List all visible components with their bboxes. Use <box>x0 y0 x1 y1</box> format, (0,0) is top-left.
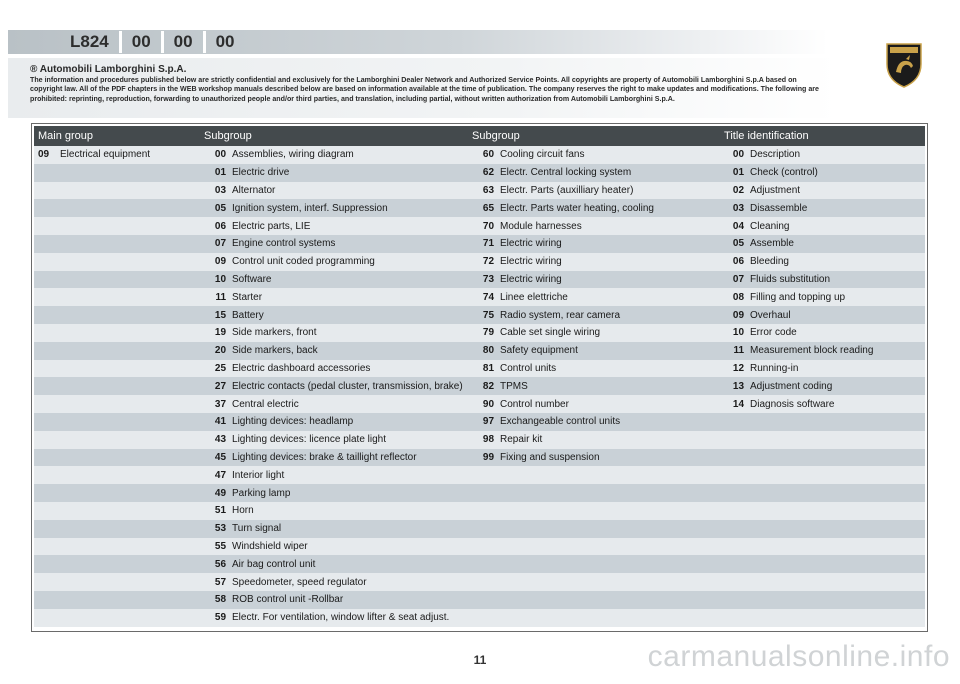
title-label <box>750 466 925 484</box>
subgroup2-code <box>468 484 500 502</box>
code-separator <box>203 31 206 53</box>
main-group-code <box>34 502 60 520</box>
subgroup-label: Turn signal <box>232 520 468 538</box>
title-code <box>720 502 750 520</box>
subgroup2-label: Cable set single wiring <box>500 324 720 342</box>
table-row <box>34 235 925 253</box>
main-group-label <box>60 413 200 431</box>
subgroup-code: 10 <box>200 271 232 289</box>
subgroup-label: Lighting devices: licence plate light <box>232 431 468 449</box>
code-subgroup: 00 <box>173 32 193 51</box>
main-group-code <box>34 360 60 378</box>
table-row <box>34 466 925 484</box>
title-code <box>720 431 750 449</box>
title-label: Check (control) <box>750 164 925 182</box>
main-group-label <box>60 377 200 395</box>
subgroup-code: 06 <box>200 217 232 235</box>
subgroup-code: 45 <box>200 449 232 467</box>
main-group-code <box>34 253 60 271</box>
subgroup-label: Alternator <box>232 182 468 200</box>
subgroup2-code: 79 <box>468 324 500 342</box>
subgroup-label: Software <box>232 271 468 289</box>
main-group-label <box>60 253 200 271</box>
title-code: 13 <box>720 377 750 395</box>
subgroup2-code: 97 <box>468 413 500 431</box>
code-separator <box>119 31 122 53</box>
document-code <box>70 30 235 54</box>
title-code: 01 <box>720 164 750 182</box>
main-group-label <box>60 502 200 520</box>
code-model: L824 <box>70 32 109 51</box>
header-title-identification: Title identification <box>720 126 925 146</box>
subgroup2-code: 98 <box>468 431 500 449</box>
subgroup2-label <box>500 466 720 484</box>
title-label <box>750 538 925 556</box>
main-group-code <box>34 324 60 342</box>
title-label: Bleeding <box>750 253 925 271</box>
main-group-label <box>60 182 200 200</box>
subgroup-code: 57 <box>200 573 232 591</box>
main-group-code <box>34 431 60 449</box>
page-number: 11 <box>473 653 487 667</box>
subgroup2-code <box>468 591 500 609</box>
table-row <box>34 520 925 538</box>
title-label <box>750 520 925 538</box>
table-row <box>34 288 925 306</box>
main-group-label <box>60 217 200 235</box>
subgroup2-label <box>500 538 720 556</box>
subgroup-label: Electric dashboard accessories <box>232 360 468 378</box>
table-row <box>34 342 925 360</box>
title-label: Assemble <box>750 235 925 253</box>
subgroup-code: 53 <box>200 520 232 538</box>
subgroup2-label: Electr. Parts (auxilliary heater) <box>500 182 720 200</box>
subgroup-label: Assemblies, wiring diagram <box>232 146 468 164</box>
title-code: 05 <box>720 235 750 253</box>
subgroup2-code <box>468 555 500 573</box>
table-header-row <box>34 126 925 146</box>
main-group-code <box>34 520 60 538</box>
main-group-label <box>60 520 200 538</box>
subgroup2-code: 80 <box>468 342 500 360</box>
main-group-label <box>60 360 200 378</box>
main-group-label <box>60 466 200 484</box>
subgroup-code: 55 <box>200 538 232 556</box>
title-code <box>720 538 750 556</box>
subgroup2-label <box>500 555 720 573</box>
title-code: 03 <box>720 199 750 217</box>
title-code <box>720 609 750 627</box>
main-group-label <box>60 555 200 573</box>
subgroup2-code: 71 <box>468 235 500 253</box>
subgroup2-code: 73 <box>468 271 500 289</box>
main-group-code <box>34 235 60 253</box>
title-code: 06 <box>720 253 750 271</box>
subgroup-code: 25 <box>200 360 232 378</box>
subgroup-label: Electric contacts (pedal cluster, transmission, brake) <box>232 377 468 395</box>
code-group: 00 <box>131 32 151 51</box>
subgroup2-code <box>468 466 500 484</box>
subgroup2-code <box>468 609 500 627</box>
title-label: Measurement block reading <box>750 342 925 360</box>
main-group-code <box>34 271 60 289</box>
subgroup2-code: 90 <box>468 395 500 413</box>
subgroup2-label: Electr. Central locking system <box>500 164 720 182</box>
table-row <box>34 609 925 627</box>
subgroup-label: Horn <box>232 502 468 520</box>
title-code: 12 <box>720 360 750 378</box>
subgroup2-label: Fixing and suspension <box>500 449 720 467</box>
title-label: Fluids substitution <box>750 271 925 289</box>
title-code <box>720 555 750 573</box>
main-group-label <box>60 271 200 289</box>
subgroup-code: 03 <box>200 182 232 200</box>
subgroup-label: Speedometer, speed regulator <box>232 573 468 591</box>
subgroup2-label: Repair kit <box>500 431 720 449</box>
title-label: Disassemble <box>750 199 925 217</box>
subgroup2-label: TPMS <box>500 377 720 395</box>
title-code: 10 <box>720 324 750 342</box>
table-row <box>34 164 925 182</box>
subgroup2-code: 65 <box>468 199 500 217</box>
subgroup-code: 41 <box>200 413 232 431</box>
title-label: Description <box>750 146 925 164</box>
subgroup2-label: Control number <box>500 395 720 413</box>
table-row <box>34 182 925 200</box>
company-name: ® Automobili Lamborghini S.p.A. <box>30 64 187 75</box>
main-group-label <box>60 199 200 217</box>
subgroup2-code <box>468 573 500 591</box>
subgroup2-code: 70 <box>468 217 500 235</box>
subgroup-label: Air bag control unit <box>232 555 468 573</box>
subgroup-code: 56 <box>200 555 232 573</box>
main-group-label <box>60 235 200 253</box>
subgroup-code: 59 <box>200 609 232 627</box>
table-row <box>34 431 925 449</box>
title-label: Overhaul <box>750 306 925 324</box>
title-code: 04 <box>720 217 750 235</box>
title-code <box>720 466 750 484</box>
main-group-code <box>34 609 60 627</box>
header-subgroup-2: Subgroup <box>468 126 720 146</box>
main-group-label <box>60 431 200 449</box>
main-group-label <box>60 164 200 182</box>
subgroup2-code: 82 <box>468 377 500 395</box>
table-row <box>34 555 925 573</box>
table-row <box>34 484 925 502</box>
main-group-code <box>34 555 60 573</box>
subgroup-code: 19 <box>200 324 232 342</box>
subgroup-label: Ignition system, interf. Suppression <box>232 199 468 217</box>
subgroup2-label <box>500 609 720 627</box>
subgroup-code: 20 <box>200 342 232 360</box>
main-group-code <box>34 342 60 360</box>
subgroup2-label: Electric wiring <box>500 253 720 271</box>
title-code: 14 <box>720 395 750 413</box>
subgroup2-code: 81 <box>468 360 500 378</box>
title-label: Error code <box>750 324 925 342</box>
main-group-label <box>60 395 200 413</box>
main-group-code <box>34 306 60 324</box>
notice-text: The information and procedures published below are strictly confidential and exclusively for the Lamborghini Dealer Network and Authorized Service Points. All copyrights are property of Automobili Lamborghini S.p.A based on copyright law. All of the PDF chapters in the WEB workshop manuals described below are based on information available at the time of publication. The company reserves the right to make updates and modifications. The following are prohibited: reprinting, reproduction, forwarding to unauthorized people and/or third parties, and translation, including partial, without written authorization from Automobili Lamborghini S.p.A. <box>30 76 819 103</box>
table-row <box>34 217 925 235</box>
subgroup2-label <box>500 520 720 538</box>
subgroup-label: Engine control systems <box>232 235 468 253</box>
subgroup2-label <box>500 573 720 591</box>
title-code: 00 <box>720 146 750 164</box>
table-row <box>34 146 925 164</box>
subgroup2-code: 75 <box>468 306 500 324</box>
table-row <box>34 591 925 609</box>
subgroup2-label: Electric wiring <box>500 235 720 253</box>
main-group-label <box>60 609 200 627</box>
subgroup2-label: Control units <box>500 360 720 378</box>
main-group-code <box>34 538 60 556</box>
title-label: Filling and topping up <box>750 288 925 306</box>
main-group-label <box>60 573 200 591</box>
subgroup-label: Electric drive <box>232 164 468 182</box>
subgroup-label: Battery <box>232 306 468 324</box>
title-code: 02 <box>720 182 750 200</box>
title-label <box>750 573 925 591</box>
subgroup2-label: Electric wiring <box>500 271 720 289</box>
main-group-code <box>34 395 60 413</box>
subgroup2-label <box>500 484 720 502</box>
table-row <box>34 413 925 431</box>
subgroup-code: 01 <box>200 164 232 182</box>
main-group-label <box>60 342 200 360</box>
title-label <box>750 609 925 627</box>
code-title: 00 <box>215 32 235 51</box>
subgroup-label: ROB control unit -Rollbar <box>232 591 468 609</box>
subgroup-label: Interior light <box>232 466 468 484</box>
subgroup-code: 43 <box>200 431 232 449</box>
subgroup-label: Central electric <box>232 395 468 413</box>
title-label: Adjustment <box>750 182 925 200</box>
table-row <box>34 199 925 217</box>
subgroup-code: 51 <box>200 502 232 520</box>
subgroup2-code: 60 <box>468 146 500 164</box>
title-code: 08 <box>720 288 750 306</box>
table-row <box>34 306 925 324</box>
table-row <box>34 377 925 395</box>
table-row <box>34 449 925 467</box>
subgroup2-label: Cooling circuit fans <box>500 146 720 164</box>
subgroup2-code <box>468 502 500 520</box>
table-row <box>34 395 925 413</box>
main-group-code <box>34 449 60 467</box>
title-label <box>750 449 925 467</box>
subgroup-label: Windshield wiper <box>232 538 468 556</box>
subgroup-label: Electr. For ventilation, window lifter & seat adjust. <box>232 609 468 627</box>
subgroup2-code: 63 <box>468 182 500 200</box>
title-code <box>720 413 750 431</box>
table-row <box>34 324 925 342</box>
title-label <box>750 502 925 520</box>
subgroup-code: 49 <box>200 484 232 502</box>
table-row <box>34 253 925 271</box>
main-group-code <box>34 377 60 395</box>
main-group-code: 09 <box>34 146 60 164</box>
subgroup2-code: 72 <box>468 253 500 271</box>
subgroup2-label: Safety equipment <box>500 342 720 360</box>
header-subgroup-1: Subgroup <box>200 126 468 146</box>
subgroup-label: Lighting devices: brake & taillight reflector <box>232 449 468 467</box>
subgroup2-label <box>500 502 720 520</box>
subgroup-label: Lighting devices: headlamp <box>232 413 468 431</box>
subgroup2-label: Electr. Parts water heating, cooling <box>500 199 720 217</box>
group-table <box>34 126 925 627</box>
main-group-code <box>34 413 60 431</box>
main-group-label <box>60 591 200 609</box>
subgroup2-code <box>468 520 500 538</box>
table-row <box>34 502 925 520</box>
subgroup-label: Electric parts, LIE <box>232 217 468 235</box>
subgroup-code: 58 <box>200 591 232 609</box>
title-code <box>720 591 750 609</box>
title-code <box>720 449 750 467</box>
copyright-notice <box>30 64 830 104</box>
subgroup-label: Control unit coded programming <box>232 253 468 271</box>
table-row <box>34 271 925 289</box>
title-label <box>750 484 925 502</box>
subgroup-label: Starter <box>232 288 468 306</box>
main-group-code <box>34 573 60 591</box>
main-group-code <box>34 199 60 217</box>
title-label <box>750 591 925 609</box>
title-label: Diagnosis software <box>750 395 925 413</box>
title-code: 11 <box>720 342 750 360</box>
main-group-code <box>34 591 60 609</box>
subgroup-code: 15 <box>200 306 232 324</box>
subgroup-code: 47 <box>200 466 232 484</box>
subgroup-code: 07 <box>200 235 232 253</box>
subgroup-code: 09 <box>200 253 232 271</box>
title-code <box>720 520 750 538</box>
title-label <box>750 555 925 573</box>
title-code <box>720 484 750 502</box>
title-label <box>750 413 925 431</box>
subgroup-code: 00 <box>200 146 232 164</box>
subgroup2-label: Radio system, rear camera <box>500 306 720 324</box>
title-label <box>750 431 925 449</box>
main-group-code <box>34 466 60 484</box>
main-group-label <box>60 538 200 556</box>
subgroup-code: 11 <box>200 288 232 306</box>
main-group-code <box>34 484 60 502</box>
main-group-label <box>60 484 200 502</box>
subgroup2-code <box>468 538 500 556</box>
main-group-code <box>34 288 60 306</box>
code-separator <box>161 31 164 53</box>
subgroup-label: Parking lamp <box>232 484 468 502</box>
title-code: 09 <box>720 306 750 324</box>
subgroup-label: Side markers, front <box>232 324 468 342</box>
subgroup-label: Side markers, back <box>232 342 468 360</box>
table-row <box>34 360 925 378</box>
main-group-code <box>34 164 60 182</box>
main-group-label: Electrical equipment <box>60 146 200 164</box>
watermark: carmanualsonline.info <box>647 640 950 673</box>
main-group-label <box>60 449 200 467</box>
subgroup2-label: Linee elettriche <box>500 288 720 306</box>
subgroup2-code: 74 <box>468 288 500 306</box>
main-group-code <box>34 182 60 200</box>
subgroup-code: 37 <box>200 395 232 413</box>
title-code <box>720 573 750 591</box>
main-group-label <box>60 306 200 324</box>
lamborghini-logo-icon <box>884 42 924 88</box>
subgroup2-code: 99 <box>468 449 500 467</box>
table-row <box>34 538 925 556</box>
header-main-group: Main group <box>34 126 200 146</box>
main-group-code <box>34 217 60 235</box>
subgroup-code: 05 <box>200 199 232 217</box>
subgroup-code: 27 <box>200 377 232 395</box>
title-code: 07 <box>720 271 750 289</box>
subgroup2-label: Exchangeable control units <box>500 413 720 431</box>
subgroup2-code: 62 <box>468 164 500 182</box>
main-group-label <box>60 324 200 342</box>
table-row <box>34 573 925 591</box>
subgroup2-label <box>500 591 720 609</box>
title-label: Running-in <box>750 360 925 378</box>
title-label: Cleaning <box>750 217 925 235</box>
main-group-label <box>60 288 200 306</box>
title-label: Adjustment coding <box>750 377 925 395</box>
subgroup2-label: Module harnesses <box>500 217 720 235</box>
